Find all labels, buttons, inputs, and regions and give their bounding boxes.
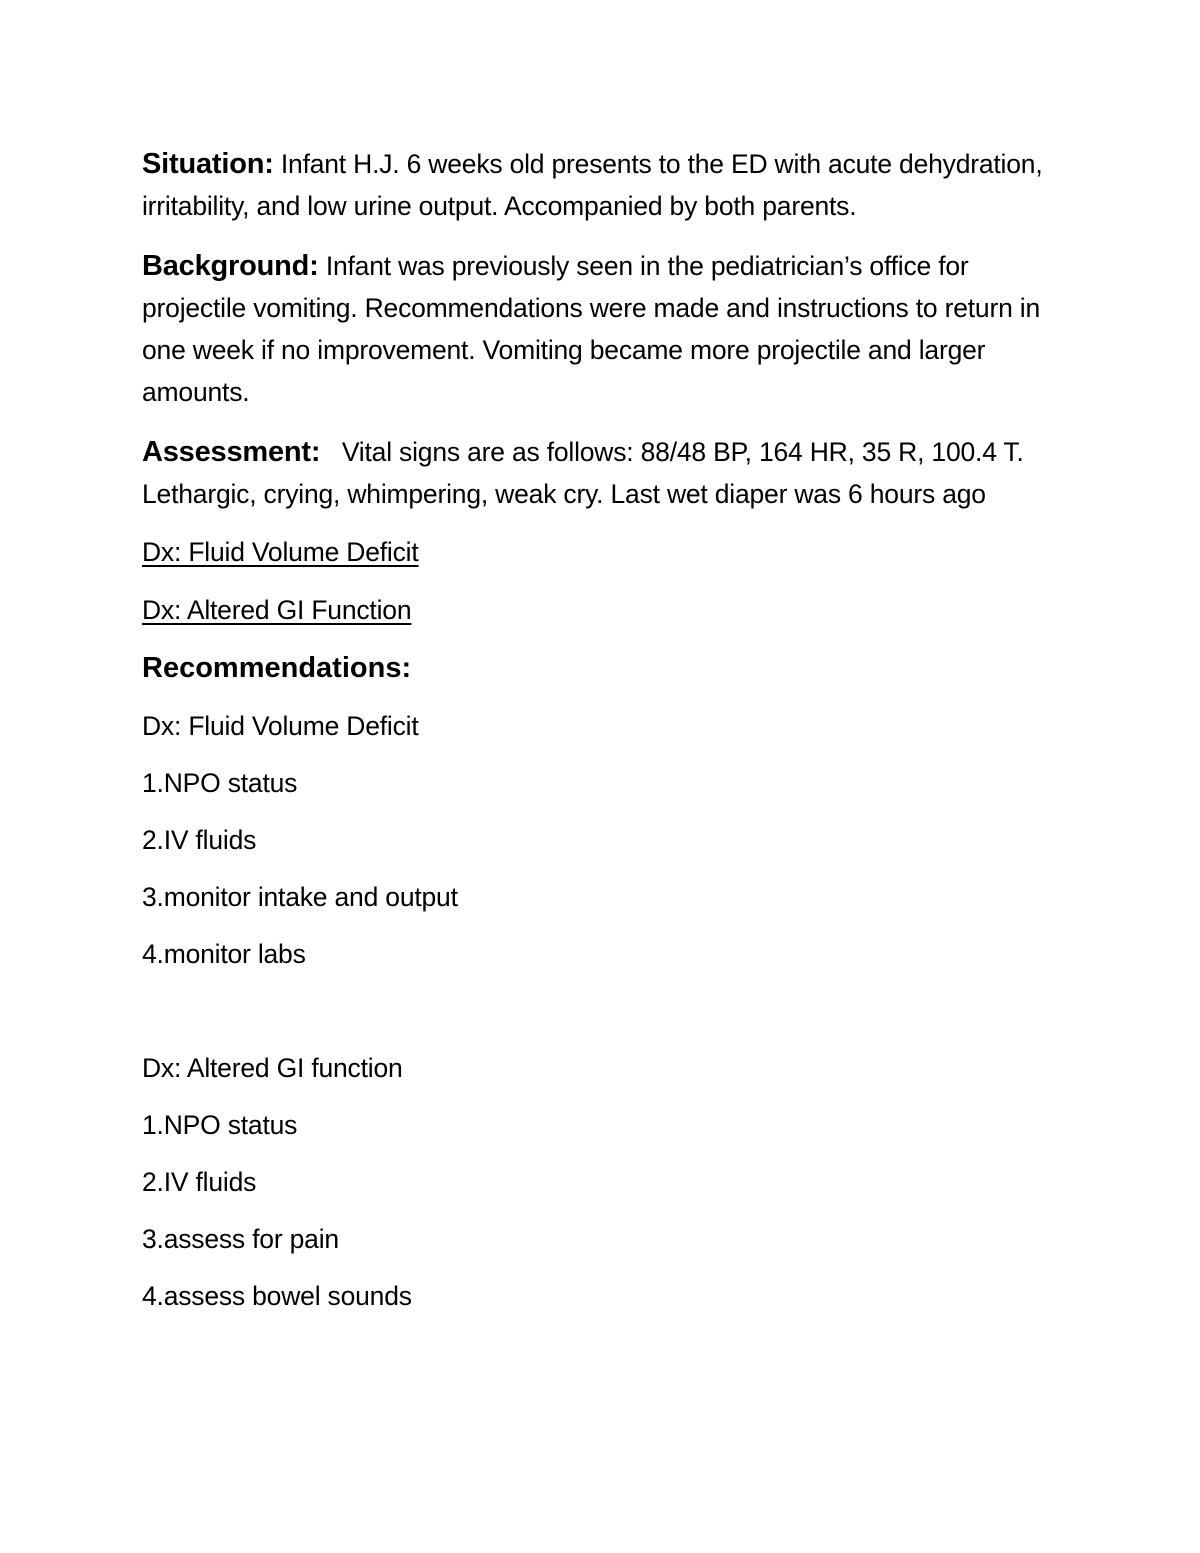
assessment-paragraph [142,431,1062,515]
diagnosis-label: Dx: Fluid Volume Deficit [142,537,419,567]
diagnosis-altered-gi [142,589,1062,631]
diagnosis-label: Dx: Altered GI Function [142,595,412,625]
rec-list-item: 3.assess for pain [142,1224,339,1254]
recommendations-heading: Recommendations: [142,652,412,684]
document-body [142,143,1062,1317]
situation-heading: Situation: [142,148,274,180]
rec-group-title: Dx: Fluid Volume Deficit [142,711,419,741]
assessment-text: Vital signs are as follows: 88/48 BP, 164 HR, 35 R, 100.4 T. Lethargic, crying, whimpering, weak cry. Last wet diaper was 6 hours ago [142,437,1038,509]
assessment-heading: Assessment: [142,436,321,468]
situation-text: Infant H.J. 6 weeks old presents to the ED with acute dehydration, irritability, and low urine output. Accompanied by both parents. [142,149,1043,221]
rec-list-item: 3.monitor intake and output [142,882,458,912]
background-heading: Background: [142,250,319,282]
rec-group-title: Dx: Altered GI function [142,1053,403,1083]
rec-list-item: 1.NPO status [142,1110,298,1140]
rec-list-item: 2.IV fluids [142,825,257,855]
background-paragraph [142,245,1062,413]
rec-list-item: 4.assess bowel sounds [142,1281,412,1311]
rec-list-item: 2.IV fluids [142,1167,257,1197]
rec-list-item: 4.monitor labs [142,939,306,969]
background-text: Infant was previously seen in the pediatrician’s office for projectile vomiting. Recommendations were made and instructions to return in one week if no improvement. Vomiting became more projectile and larger amounts. [142,251,1041,407]
situation-paragraph [142,143,1062,227]
diagnosis-fluid-volume [142,531,1062,573]
rec-list-item: 1.NPO status [142,768,298,798]
